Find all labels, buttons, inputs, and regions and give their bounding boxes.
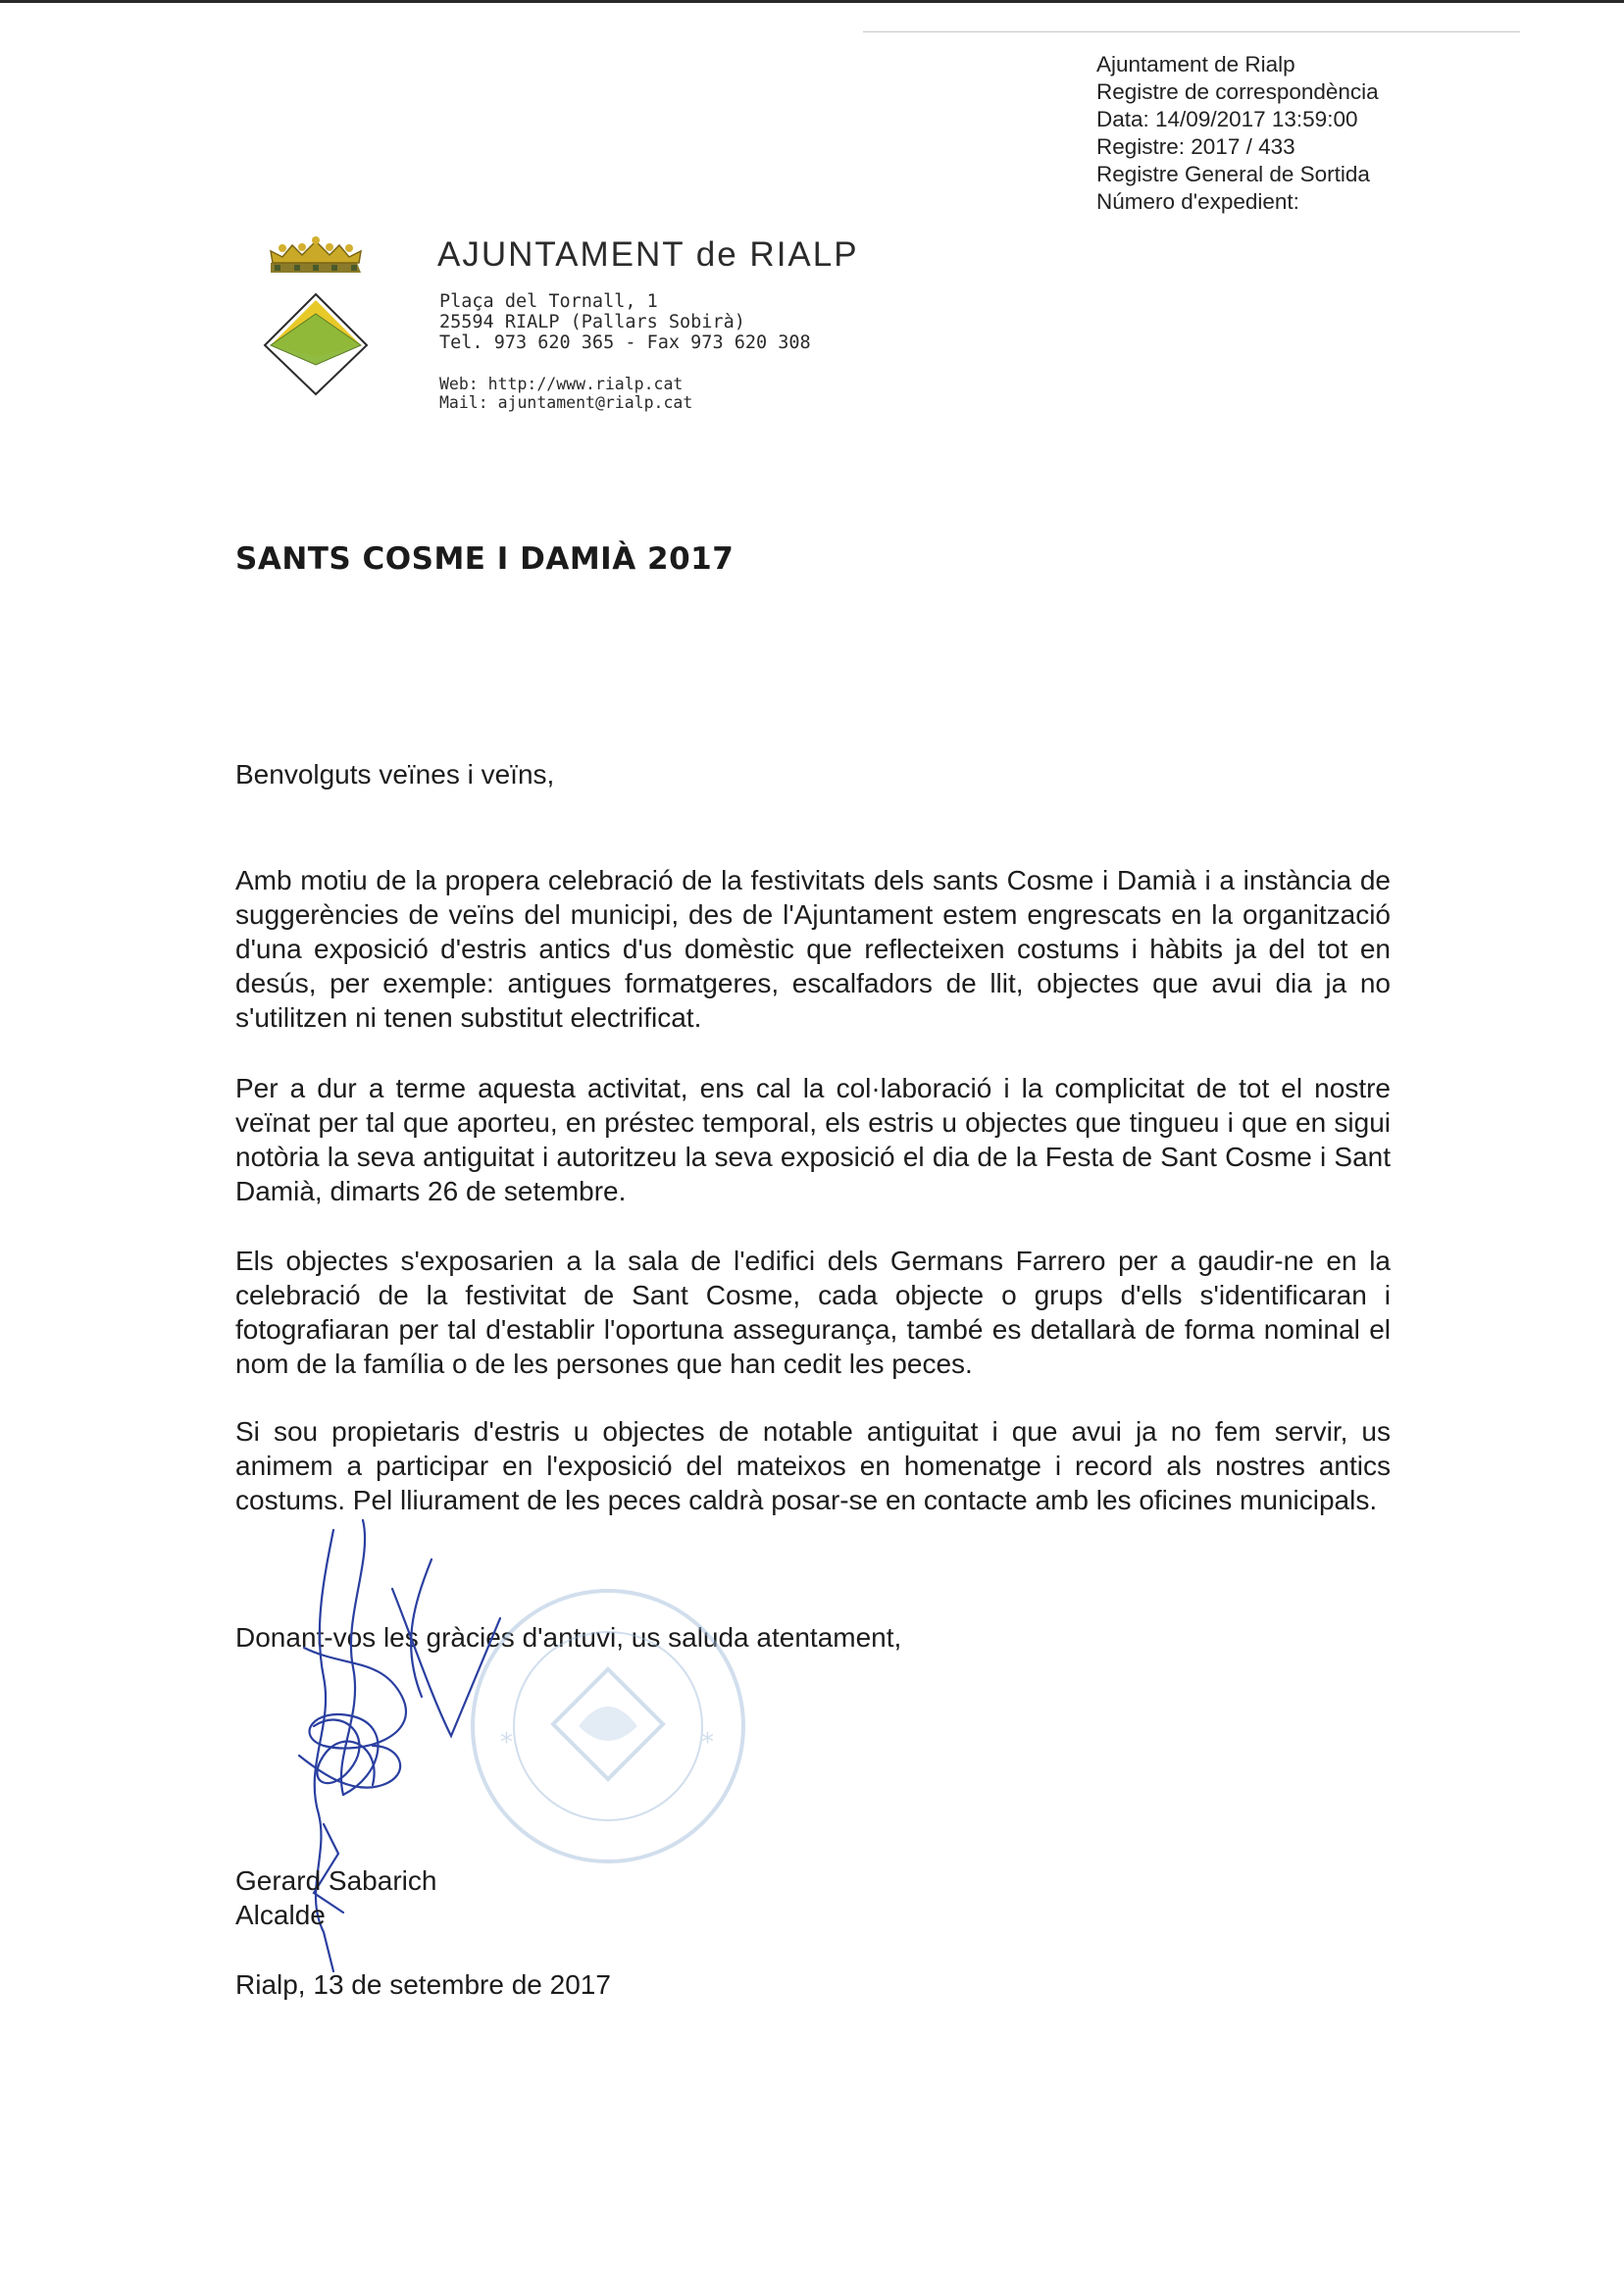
place-date: Rialp, 13 de setembre de 2017 xyxy=(235,1969,611,2000)
top-divider xyxy=(863,31,1520,32)
website-link[interactable]: Web: http://www.rialp.cat xyxy=(439,375,684,393)
registry-number: Registre: 2017 / 433 xyxy=(1096,134,1295,159)
signer-role: Alcalde xyxy=(235,1900,326,1930)
body-paragraph-3: Els objectes s'exposarien a la sala de l'edifici dels Germans Farrero per a gaudir-ne en la celebració de la festivitat de Sant Cosme, cada objecte o grups d'ells s'identificaran i fotografiaran per tal d'establir l'oportuna assegurança, també es detallarà de forma nominal el nom de la família o de les persones que han cedit les peces. xyxy=(235,1246,1391,1379)
body-paragraph-2: Per a dur a terme aquesta activitat, ens cal la col·laboració i la complicitat de tot el nostre veïnat per tal que aporteu, en préstec temporal, els estris u objectes que tingueu i que en sigui notòria la seva antiguitat i autoritzeu la seva exposició el dia de la Festa de Sant Cosme i Sant Damià, dimarts 26 de setembre. xyxy=(235,1073,1391,1206)
svg-text:*: * xyxy=(701,1728,714,1758)
greeting: Benvolguts veïnes i veïns, xyxy=(235,759,555,790)
registry-line: Ajuntament de Rialp xyxy=(1096,52,1295,76)
registry-stamp xyxy=(1096,51,1379,216)
closing-line: Donant-vos les gràcies d'antuvi, us saluda atentament, xyxy=(235,1622,902,1653)
municipal-crest-icon xyxy=(257,235,375,402)
body-paragraph-4: Si sou propietaris d'estris u objectes de notable antiguitat i que avui ja no fem servir, us animem a participar en l'exposició del mateixos en homenatge i record als nostres antics costums. Pel lliurament de les peces caldrà posar-se en contacte amb les oficines municipals. xyxy=(235,1416,1391,1515)
address-street: Plaça del Tornall, 1 xyxy=(439,291,658,312)
signer-name: Gerard Sabarich xyxy=(235,1865,437,1896)
letterhead-address xyxy=(439,291,811,353)
body-paragraph-1: Amb motiu de la propera celebració de la festivitats dels sants Cosme i Damià i a instància de suggerències de veïns del municipi, des de l'Ajuntament estem engrescats en la organització d'una exposició d'estris antics d'us domèstic que reflecteixen costums i hàbits ja del tot en desús, per exemple: antigues formatgeres, escalfadors de llit, objectes que avui dia ja no s'utilitzen ni tenen substitut electrificat. xyxy=(235,865,1391,1033)
top-border xyxy=(0,0,1624,3)
address-postal: 25594 RIALP (Pallars Sobirà) xyxy=(439,312,745,332)
registry-file-number: Número d'expedient: xyxy=(1096,189,1299,214)
signer-block xyxy=(235,1863,436,1932)
letter-title: SANTS COSME I DAMIÀ 2017 xyxy=(235,541,735,577)
registry-line: Registre de correspondència xyxy=(1096,79,1379,104)
phone-fax: Tel. 973 620 365 - Fax 973 620 308 xyxy=(439,332,811,353)
organization-name: AJUNTAMENT de RIALP xyxy=(437,235,859,274)
registry-line: Registre General de Sortida xyxy=(1096,162,1370,186)
letterhead-contact xyxy=(439,375,692,412)
registry-date: Data: 14/09/2017 13:59:00 xyxy=(1096,107,1358,131)
email-link[interactable]: Mail: ajuntament@rialp.cat xyxy=(439,393,693,412)
svg-text:*: * xyxy=(500,1728,513,1758)
